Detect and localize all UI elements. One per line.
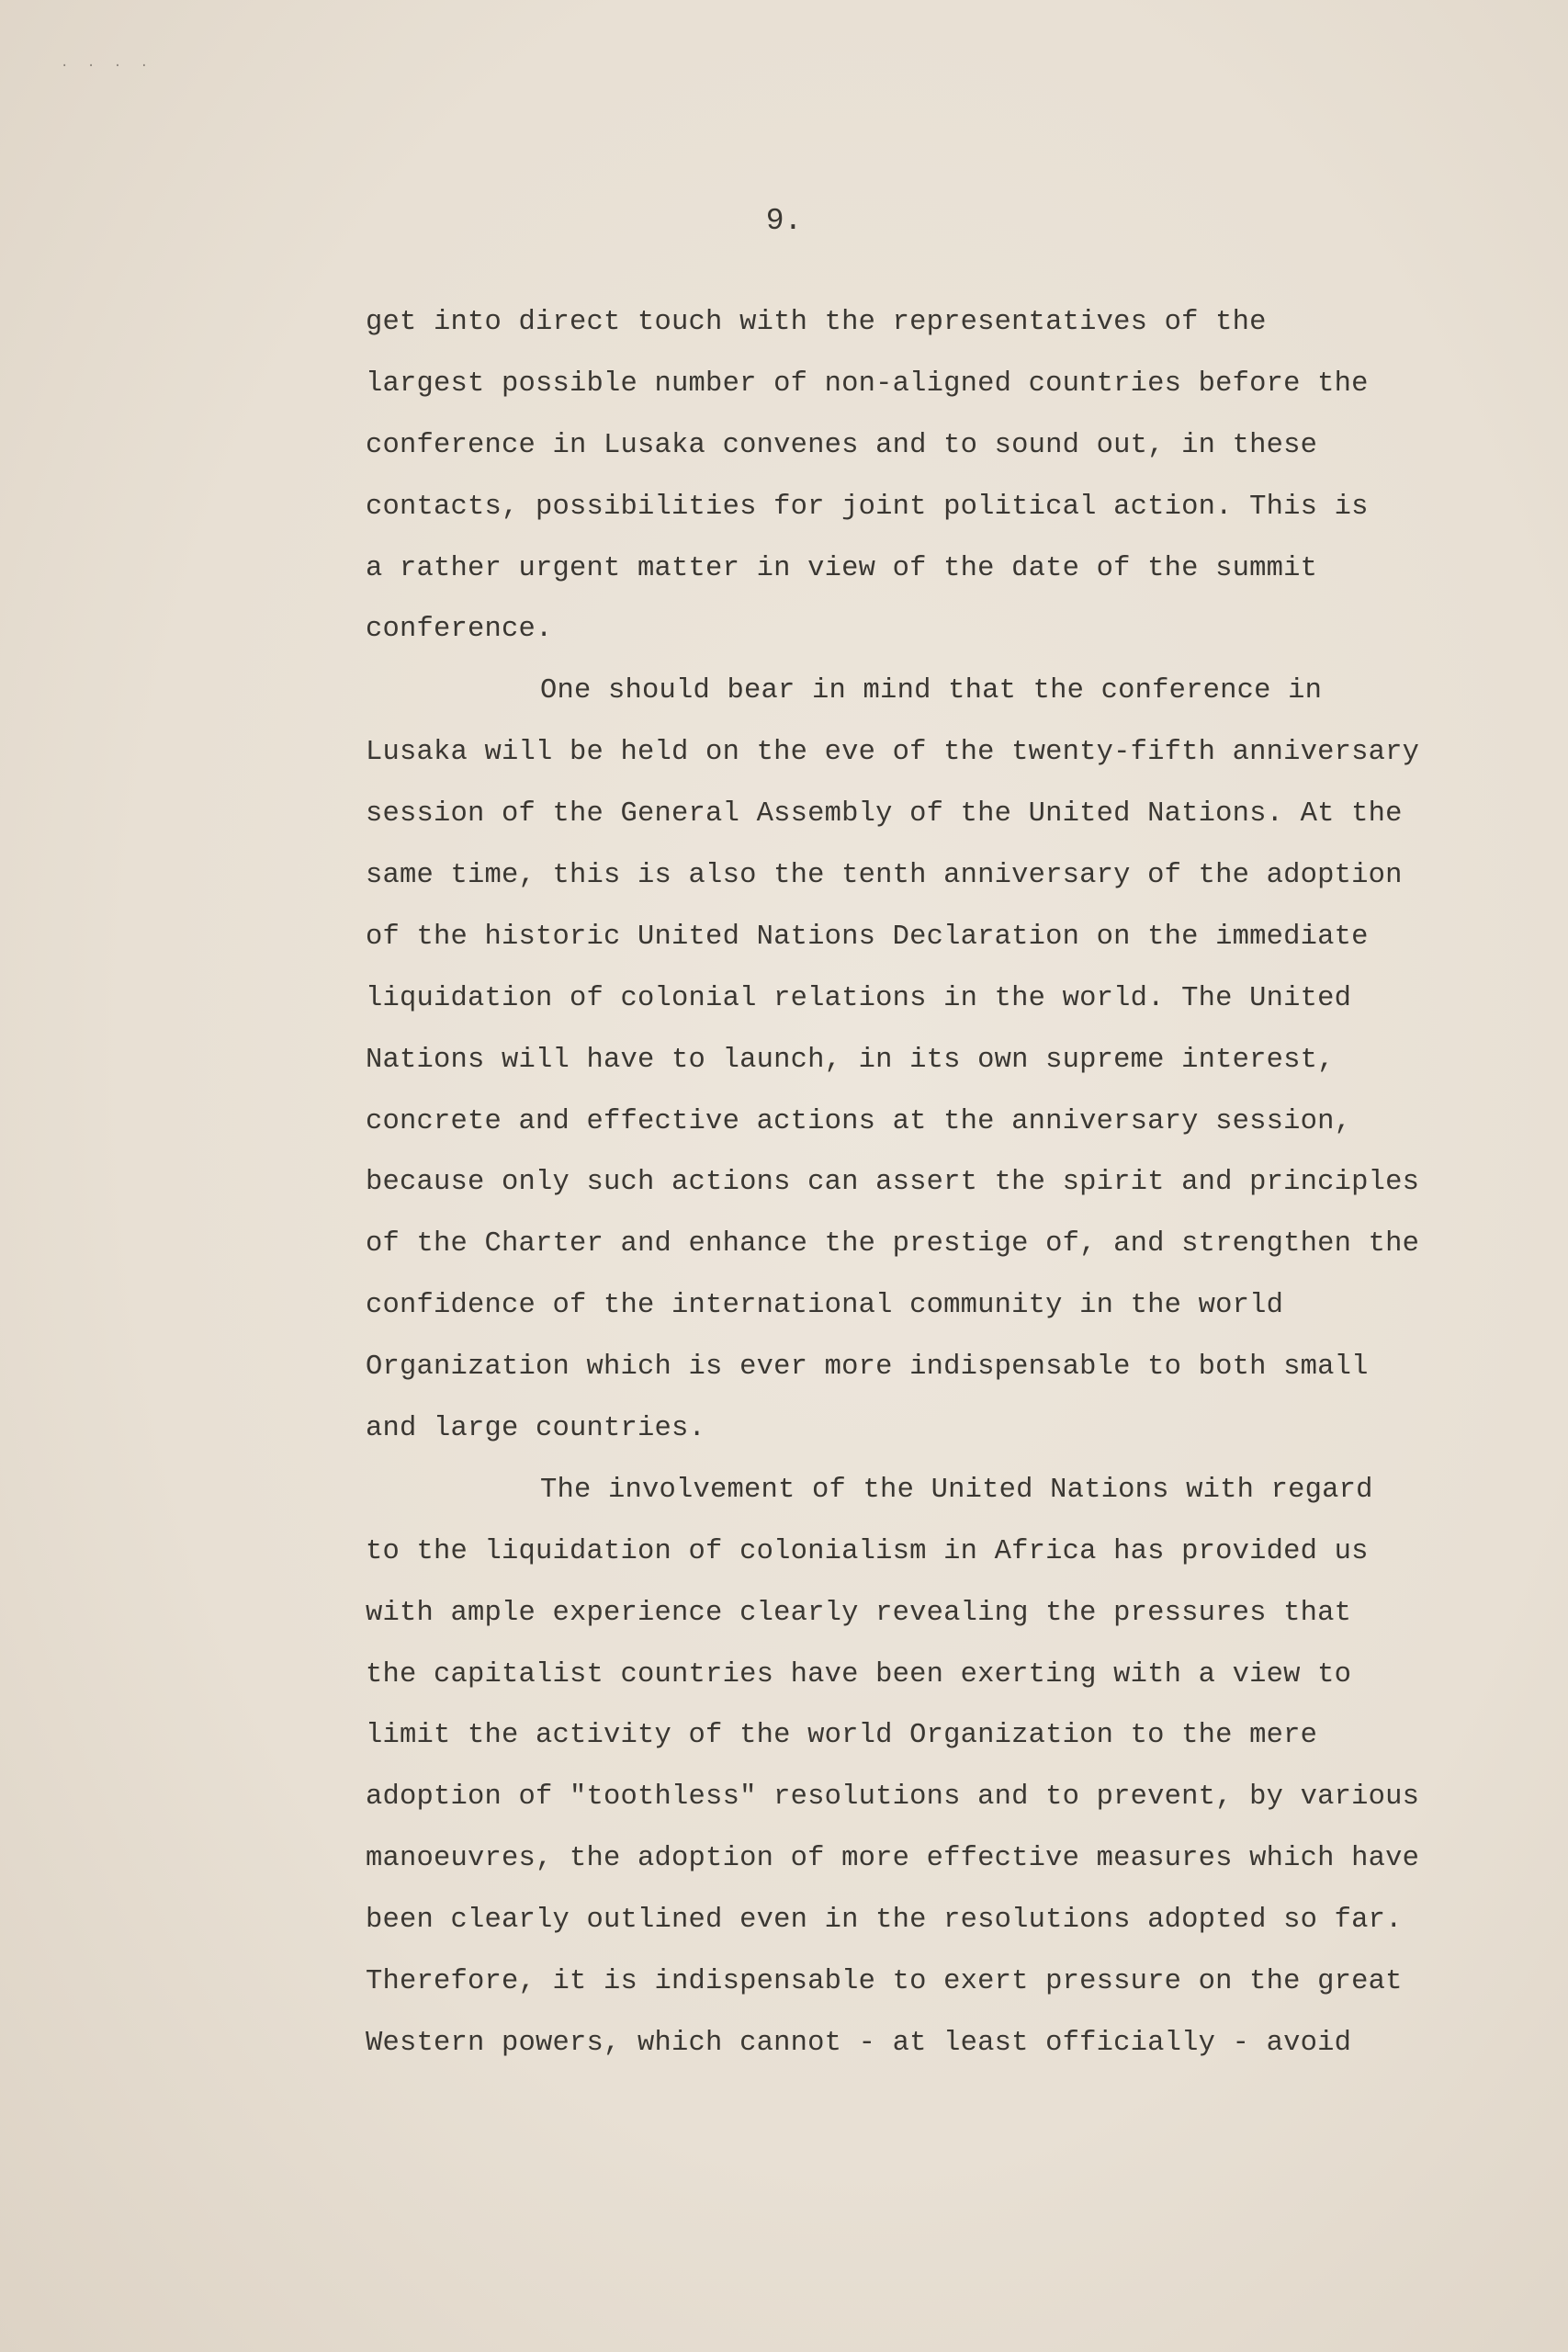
text-line: Organization which is ever more indispensable to both small xyxy=(366,1351,1369,1384)
text-line: a rather urgent matter in view of the date of the summit xyxy=(366,552,1318,584)
text-line: get into direct touch with the representatives of the xyxy=(366,307,1267,338)
page-number: 9. xyxy=(765,204,803,238)
text-line: to the liquidation of colonialism in Africa has provided us xyxy=(366,1535,1369,1567)
text-line: concrete and effective actions at the anniversary session, xyxy=(366,1105,1352,1137)
text-line: Nations will have to launch, in its own supreme interest, xyxy=(366,1044,1335,1076)
text-line: been clearly outlined even in the resolutions adopted so far. xyxy=(366,1905,1403,1937)
text-line: conference in Lusaka convenes and to sound out, in these xyxy=(366,429,1318,461)
text-line: The involvement of the United Nations with regard xyxy=(540,1474,1373,1506)
text-line: One should bear in mind that the conference in xyxy=(540,675,1323,707)
text-line: confidence of the international community in the world xyxy=(366,1290,1284,1322)
text-line: same time, this is also the tenth anniversary of the adoption xyxy=(366,860,1403,892)
text-line: Western powers, which cannot - at least officially - avoid xyxy=(366,2027,1352,2059)
text-line: and large countries. xyxy=(366,1413,706,1445)
text-line: conference. xyxy=(366,614,553,646)
text-line: liquidation of colonial relations in the world. The United xyxy=(366,982,1352,1014)
body-text xyxy=(366,292,1551,2075)
text-line: of the historic United Nations Declaration on the immediate xyxy=(366,921,1369,953)
text-line: with ample experience clearly revealing the pressures that xyxy=(366,1597,1352,1629)
text-line: limit the activity of the world Organization to the mere xyxy=(366,1720,1318,1752)
paper-specks: . . . . xyxy=(61,55,154,70)
text-line: Lusaka will be held on the eve of the twenty-fifth anniversary xyxy=(366,737,1420,769)
text-line: largest possible number of non-aligned countries before the xyxy=(366,368,1369,400)
text-line: contacts, possibilities for joint political action. This is xyxy=(366,491,1369,523)
text-line: because only such actions can assert the spirit and principles xyxy=(366,1167,1420,1199)
text-line: adoption of "toothless" resolutions and to prevent, by various xyxy=(366,1781,1420,1814)
text-line: the capitalist countries have been exerting with a view to xyxy=(366,1658,1352,1690)
text-line: of the Charter and enhance the prestige of, and strengthen the xyxy=(366,1228,1420,1261)
text-line: session of the General Assembly of the United Nations. At the xyxy=(366,798,1403,831)
text-line: manoeuvres, the adoption of more effective measures which have xyxy=(366,1843,1420,1875)
text-line: Therefore, it is indispensable to exert pressure on the great xyxy=(366,1966,1403,1998)
